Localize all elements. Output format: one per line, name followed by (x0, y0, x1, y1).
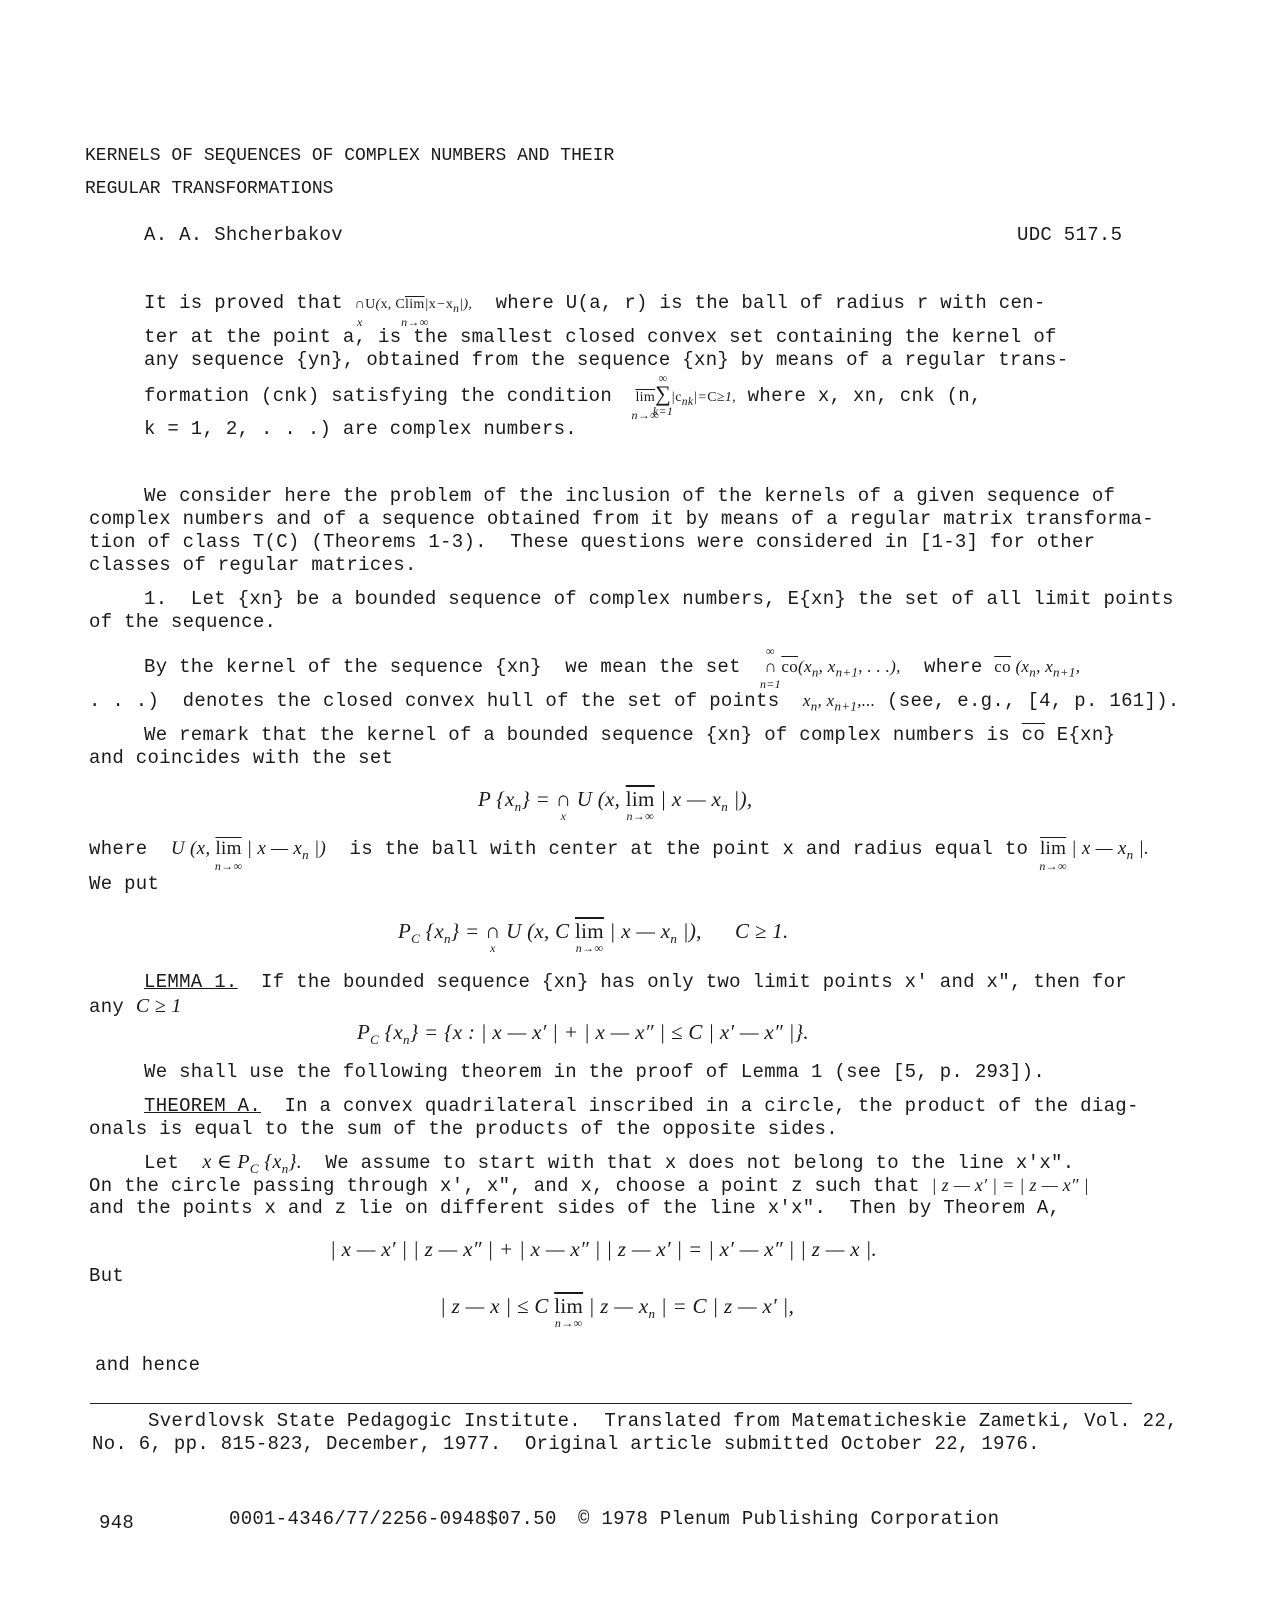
footnote-rule (90, 1403, 1132, 1404)
intro-line-3: tion of class T(C) (Theorems 1-3). These questions were considered in [1-3] for other (89, 531, 1096, 553)
formula-p-xn: P $\{x_n\}$ = ∩ x U (x, $\overline{lim}$ n→∞ | x — $x_n$ |), (478, 787, 753, 823)
intro-line-1: We consider here the problem of the inclusion of the kernels of a given sequence of (144, 485, 1116, 507)
footnote-line-1: Sverdlovsk State Pedagogic Institute. Translated from Matematicheskie Zametki, Vol. 22, (148, 1410, 1178, 1432)
author: A. A. Shcherbakov (144, 224, 343, 246)
proof-line-2: On the circle passing through x', x", and x, choose a point z such that | z — x′ | = | z — x″ | (89, 1175, 1089, 1197)
abstract-line-5: k = 1, 2, . . .) are complex numbers. (144, 418, 577, 440)
formula-pc-xn: $P_C$ $\{x_n\}$ = ∩ x U (x, C $\overline{lim}$ n→∞ | x — $x_n$ |), C ≥ 1. (398, 919, 789, 955)
abstract-line-2: ter at the point a, is the smallest closed convex set containing the kernel of (144, 326, 1057, 348)
lemma-1-line-1: LEMMA 1. If the bounded sequence {xn} has only two limit points x' and x", then for (144, 971, 1127, 993)
section-1-line-2: of the sequence. (89, 611, 277, 633)
and-hence-label: and hence (95, 1354, 201, 1376)
title-line-2: REGULAR TRANSFORMATIONS (85, 179, 334, 199)
but-formula: | z — x | ≤ C $\overline{lim}$ n→∞ | z — $x_n$ | = C | z — x′ |, (440, 1294, 795, 1330)
theorem-a-line-1: THEOREM A. In a convex quadrilateral inscribed in a circle, the product of the diag- (144, 1095, 1139, 1117)
intro-line-4: classes of regular matrices. (89, 554, 417, 576)
lemma-1-label: LEMMA 1. (144, 971, 238, 993)
section-1-line-1: 1. Let {xn} be a bounded sequence of complex numbers, E{xn} the set of all limit points (144, 588, 1174, 610)
remark-line-1: We remark that the kernel of a bounded sequence {xn} of complex numbers is $\overline{co}$ E{xn} (144, 724, 1116, 746)
lemma-1-line-2: any C ≥ 1 (89, 995, 182, 1018)
footnote-line-2: No. 6, pp. 815-823, December, 1977. Original article submitted October 22, 1976. (92, 1433, 1040, 1455)
abstract-line-4: formation (cnk) satisfying the condition $\overline{lim}$ n→∞ ∑ k=1 ∞ $|c_{nk}|=C\ge 1$, where x, xn, cnk (n, (144, 371, 982, 422)
we-put: We put (89, 873, 160, 895)
kernel-def-line-1: By the kernel of the sequence {xn} we mean the set ∩ n=1 ∞ $\overline{co}(x_n$, $x_{n+1}$, . . .), where $\overline{co}$ ($x_n$, $x_{n+1}$, (144, 644, 1081, 691)
ptolemy-formula: | x — x′ | | z — x″ | + | x — x″ | | z — x′ | = | x′ — x″ | | z — x |. (330, 1237, 878, 1261)
copyright: © 1978 Plenum Publishing Corporation (578, 1508, 1000, 1530)
theorem-a-label: THEOREM A. (144, 1095, 262, 1117)
page-number: 948 (99, 1512, 135, 1534)
intro-line-2: complex numbers and of a sequence obtained from it by means of a regular matrix transforma- (89, 508, 1154, 530)
abstract-line-1: It is proved that ∩ x U(x, $C\overline{lim}$ n→∞ $|x-x_n|$), where U(a, r) is the ball of radius r with cen- (144, 292, 1046, 329)
lemma-1-formula: $P_C$ $\{x_n\} = \{x$ : | x — x′ | + | x — x″ | ≤ C | x′ — x″ |}. (357, 1020, 809, 1048)
abstract-formula-1: ∩ x U(x, $C\overline{lim}$ n→∞ $|x-x_n|$), (354, 297, 473, 329)
remark-line-2: and coincides with the set (89, 747, 394, 769)
udc-number: UDC 517.5 (1017, 224, 1123, 246)
kernel-def-line-2: . . .) denotes the closed convex hull of the set of points $x_n$, $x_{n+1}$,... (see, e.g., [4, p. 161]). (89, 690, 1180, 714)
abstract-line-3: any sequence {yn}, obtained from the sequence {xn} by means of a regular trans- (144, 349, 1069, 371)
proof-line-3: and the points x and z lie on different sides of the line x'x". Then by Theorem A, (89, 1197, 1061, 1219)
issn-code: 0001-4346/77/2256-0948$07.50 (229, 1508, 557, 1530)
kernel-formula: ∩ n=1 ∞ $\overline{co}(x_n$, $x_{n+1}$, . . .), (759, 644, 901, 691)
theorem-use-line: We shall use the following theorem in the proof of Lemma 1 (see [5, p. 293]). (144, 1061, 1046, 1083)
theorem-a-line-2: onals is equal to the sum of the products of the opposite sides. (89, 1118, 838, 1140)
abstract-formula-2: $\overline{lim}$ n→∞ ∑ k=1 ∞ $|c_{nk}|=C\ge 1$, (631, 371, 736, 422)
but-label: But (89, 1265, 125, 1287)
title-line-1: KERNELS OF SEQUENCES OF COMPLEX NUMBERS AND THEIR (85, 146, 615, 166)
ball-line-1: where U (x, $\overline{lim}$ n→∞ | x — $x_n$ |) is the ball with center at the point x and radius equal to $\overline{lim}$ n→∞ | x — $x_n$ |. (89, 838, 1150, 873)
proof-line-1: Let x ∈ $P_C$ $\{x_n\}$. We assume to start with that x does not belong to the line x'x". (144, 1151, 1075, 1176)
